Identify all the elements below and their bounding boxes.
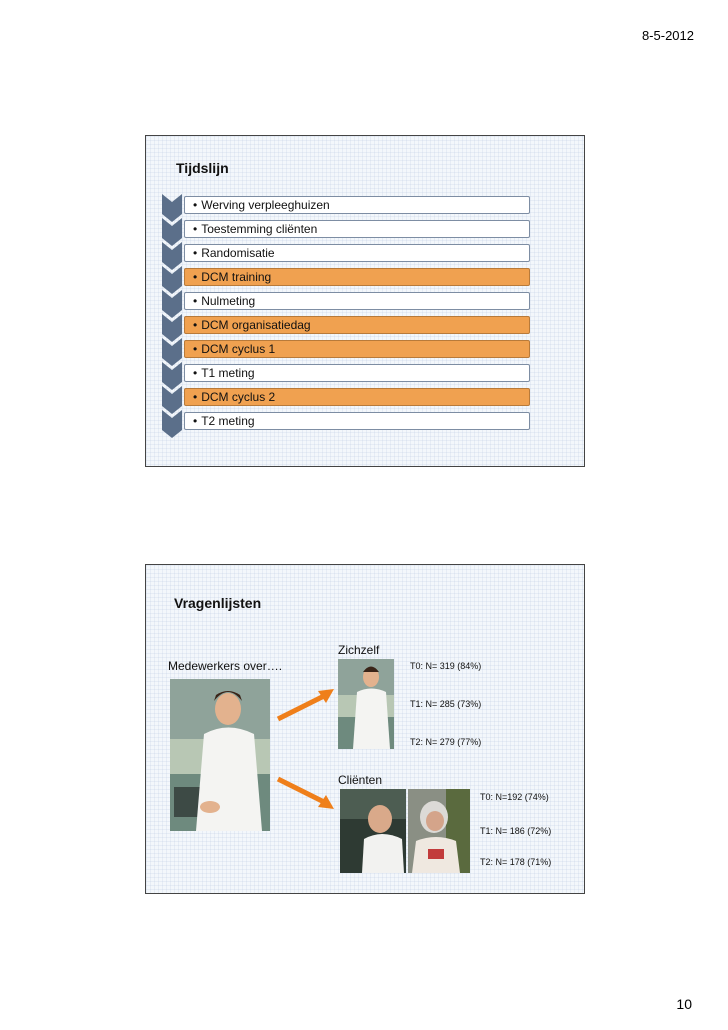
clients-stat-t2: T2: N= 178 (71%) [480, 857, 552, 867]
bullet-icon: • [193, 342, 198, 356]
page-number: 10 [676, 996, 692, 1012]
self-stat-t1: T1: N= 285 (73%) [410, 699, 482, 709]
source-label: Medewerkers over…. [168, 659, 283, 673]
client-photo-woman [408, 789, 470, 873]
timeline-item-label: Nulmeting [201, 294, 256, 308]
timeline-item [160, 194, 532, 218]
nurse-photo-small [338, 659, 394, 749]
timeline-item [160, 338, 532, 362]
timeline [160, 194, 532, 434]
timeline-item-label: T1 meting [201, 366, 255, 380]
bullet-icon: • [193, 414, 198, 428]
timeline-item-label: DCM organisatiedag [201, 318, 311, 332]
bullet-icon: • [193, 390, 198, 404]
timeline-item-label: Toestemming cliënten [201, 222, 318, 236]
timeline-item-box [184, 364, 530, 382]
arrow-to-clients [274, 773, 338, 813]
timeline-item-label: DCM cyclus 2 [201, 390, 276, 404]
slide-tijdslijn [145, 135, 585, 467]
timeline-item [160, 266, 532, 290]
bullet-icon: • [193, 246, 198, 260]
self-stat-t0: T0: N= 319 (84%) [410, 661, 482, 671]
timeline-item [160, 386, 532, 410]
self-stat-t2: T2: N= 279 (77%) [410, 737, 482, 747]
timeline-item [160, 314, 532, 338]
bullet-icon: • [193, 222, 198, 236]
bullet-icon: • [193, 198, 198, 212]
timeline-item [160, 218, 532, 242]
group-clients-label: Cliënten [338, 773, 383, 787]
group-self-label: Zichzelf [338, 643, 380, 657]
slide-vragenlijsten [145, 564, 585, 894]
timeline-item-box [184, 340, 530, 358]
bullet-icon: • [193, 294, 198, 308]
arrow-to-self [274, 685, 338, 725]
timeline-item-label: DCM training [201, 270, 272, 284]
timeline-item-box [184, 268, 530, 286]
bullet-icon: • [193, 366, 198, 380]
slide-title: Tijdslijn [176, 160, 229, 176]
timeline-item-box [184, 196, 530, 214]
client-photo-man [340, 789, 406, 873]
timeline-item [160, 290, 532, 314]
clients-stat-t1: T1: N= 186 (72%) [480, 826, 552, 836]
timeline-item-label: Werving verpleeghuizen [201, 198, 330, 212]
page-date: 8-5-2012 [641, 28, 694, 43]
nurse-photo [170, 679, 270, 831]
timeline-item [160, 362, 532, 386]
timeline-item-box [184, 244, 530, 262]
timeline-item [160, 242, 532, 266]
clients-stat-t0: T0: N=192 (74%) [480, 792, 549, 802]
bullet-icon: • [193, 270, 198, 284]
timeline-item-box [184, 316, 530, 334]
bullet-icon: • [193, 318, 198, 332]
slide-title: Vragenlijsten [174, 595, 262, 611]
timeline-item-box [184, 412, 530, 430]
timeline-item [160, 410, 532, 434]
timeline-item-label: Randomisatie [201, 246, 275, 260]
timeline-item-box [184, 388, 530, 406]
timeline-item-label: T2 meting [201, 414, 255, 428]
timeline-item-box [184, 220, 530, 238]
timeline-item-box [184, 292, 530, 310]
timeline-item-label: DCM cyclus 1 [201, 342, 276, 356]
